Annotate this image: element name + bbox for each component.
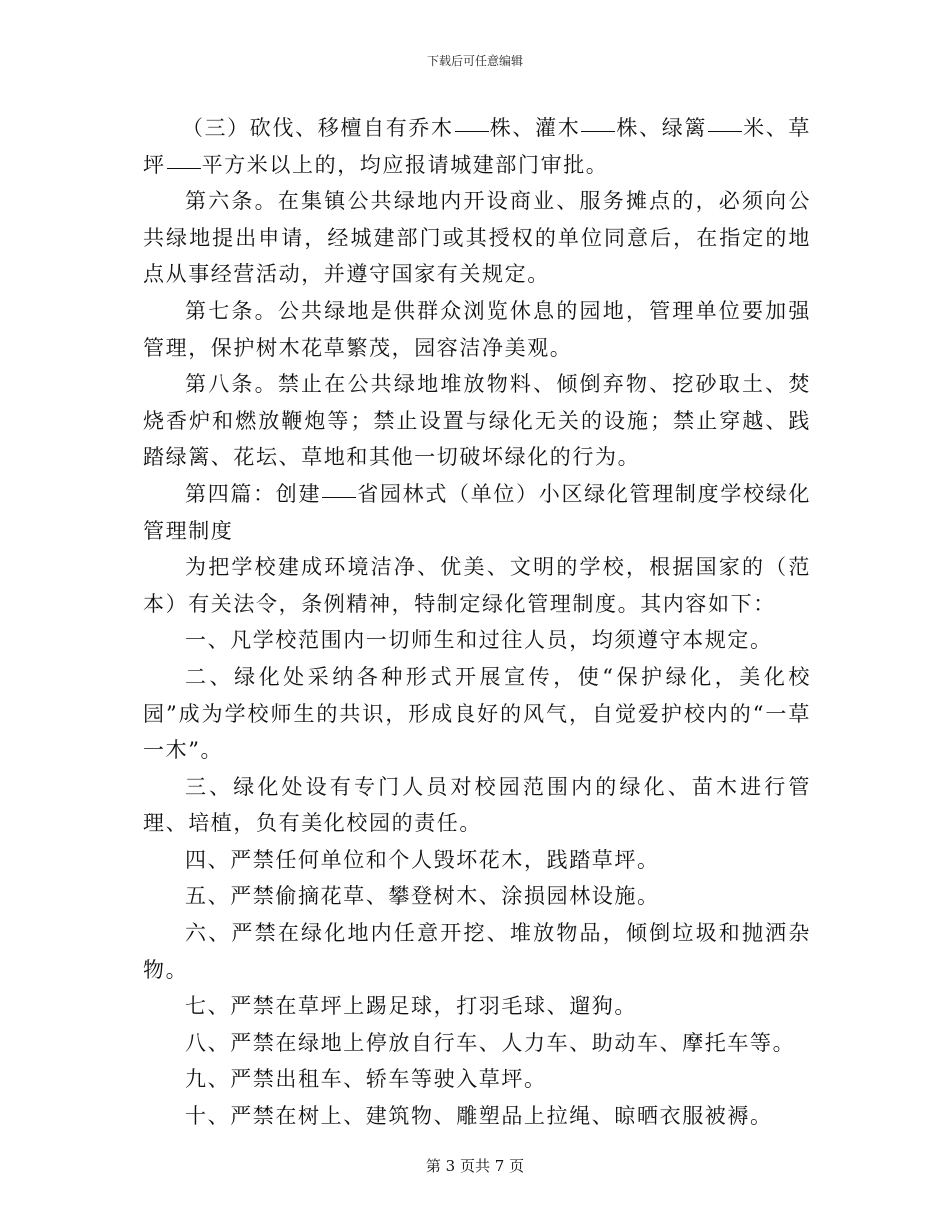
fill-blank: [455, 130, 489, 132]
article-6: 第六条。在集镇公共绿地内开设商业、服务摊点的，必须向公共绿地提出申请，经城建部门或其授权的单位同意后，在指定的地点从事经营活动，并遵守国家有关规定。: [143, 189, 811, 287]
rule-1: 一、凡学校范围内一切师生和过往人员，均须遵守本规定。: [185, 628, 773, 653]
heading-text: 第四篇：创建: [185, 481, 322, 506]
rule-10: 十、严禁在树上、建筑物、雕塑品上拉绳、晾晒衣服被褥。: [185, 1104, 773, 1129]
page-header: 下载后可任意编辑: [426, 54, 523, 68]
paragraph-text: 株、绿篱: [616, 116, 708, 140]
page-number: 第 3 页共 7 页: [425, 1157, 525, 1175]
fill-blank: [322, 496, 356, 498]
intro-paragraph: 为把学校建成环境洁净、优美、文明的学校，根据国家的（范本）有关法令，条例精神，特制定绿化管理制度。其内容如下：: [143, 555, 811, 616]
paragraph-item-3: [143, 110, 811, 183]
paragraph-text: （三）砍伐、移檀自有乔木: [181, 116, 454, 140]
fill-blank: [708, 130, 742, 132]
section-heading-4: [143, 476, 811, 549]
rule-2: 二、绿化处采纳各种形式开展宣传，使“保护绿化，美化校园”成为学校师生的共识，形成良好的风气，自觉爱护校内的“一草一木”。: [143, 664, 811, 763]
rule-5: 五、严禁偷摘花草、攀登树木、涂损园林设施。: [185, 884, 660, 909]
heading-text: 省园林式（单位）小区绿化管理制度学校绿化管理制度: [143, 481, 811, 543]
rule-8: 八、严禁在绿地上停放自行车、人力车、助动车、摩托车等。: [185, 1030, 796, 1055]
rule-7: 七、严禁在草坪上踢足球，打羽毛球、遛狗。: [185, 994, 637, 1019]
rule-3: 三、绿化处设有专门人员对校园范围内的绿化、苗木进行管理、培植，负有美化校园的责任。: [143, 774, 811, 836]
document-body: [143, 110, 811, 1135]
article-7: 第七条。公共绿地是供群众浏览休息的园地，管理单位要加强管理，保护树木花草繁茂，园容洁净美观。: [143, 298, 811, 360]
fill-blank: [581, 130, 615, 132]
rule-9: 九、严禁出租车、轿车等驶入草坪。: [185, 1067, 547, 1092]
fill-blank: [167, 167, 201, 169]
paragraph-text: 平方米以上的，均应报请城建部门审批。: [201, 152, 609, 177]
article-8: 第八条。禁止在公共绿地堆放物料、倾倒弃物、挖砂取土、焚烧香炉和燃放鞭炮等；禁止设置与绿化无关的设施；禁止穿越、践踏绿篱、花坛、草地和其他一切破坏绿化的行为。: [143, 372, 811, 470]
rule-4: 四、严禁任何单位和个人毁坏花木，践踏草坪。: [185, 847, 660, 872]
paragraph-text: 米、草坪: [143, 116, 811, 177]
rule-6: 六、严禁在绿化地内任意开挖、堆放物品，倾倒垃圾和抛洒杂物。: [143, 921, 811, 982]
paragraph-text: 株、灌木: [489, 116, 581, 140]
